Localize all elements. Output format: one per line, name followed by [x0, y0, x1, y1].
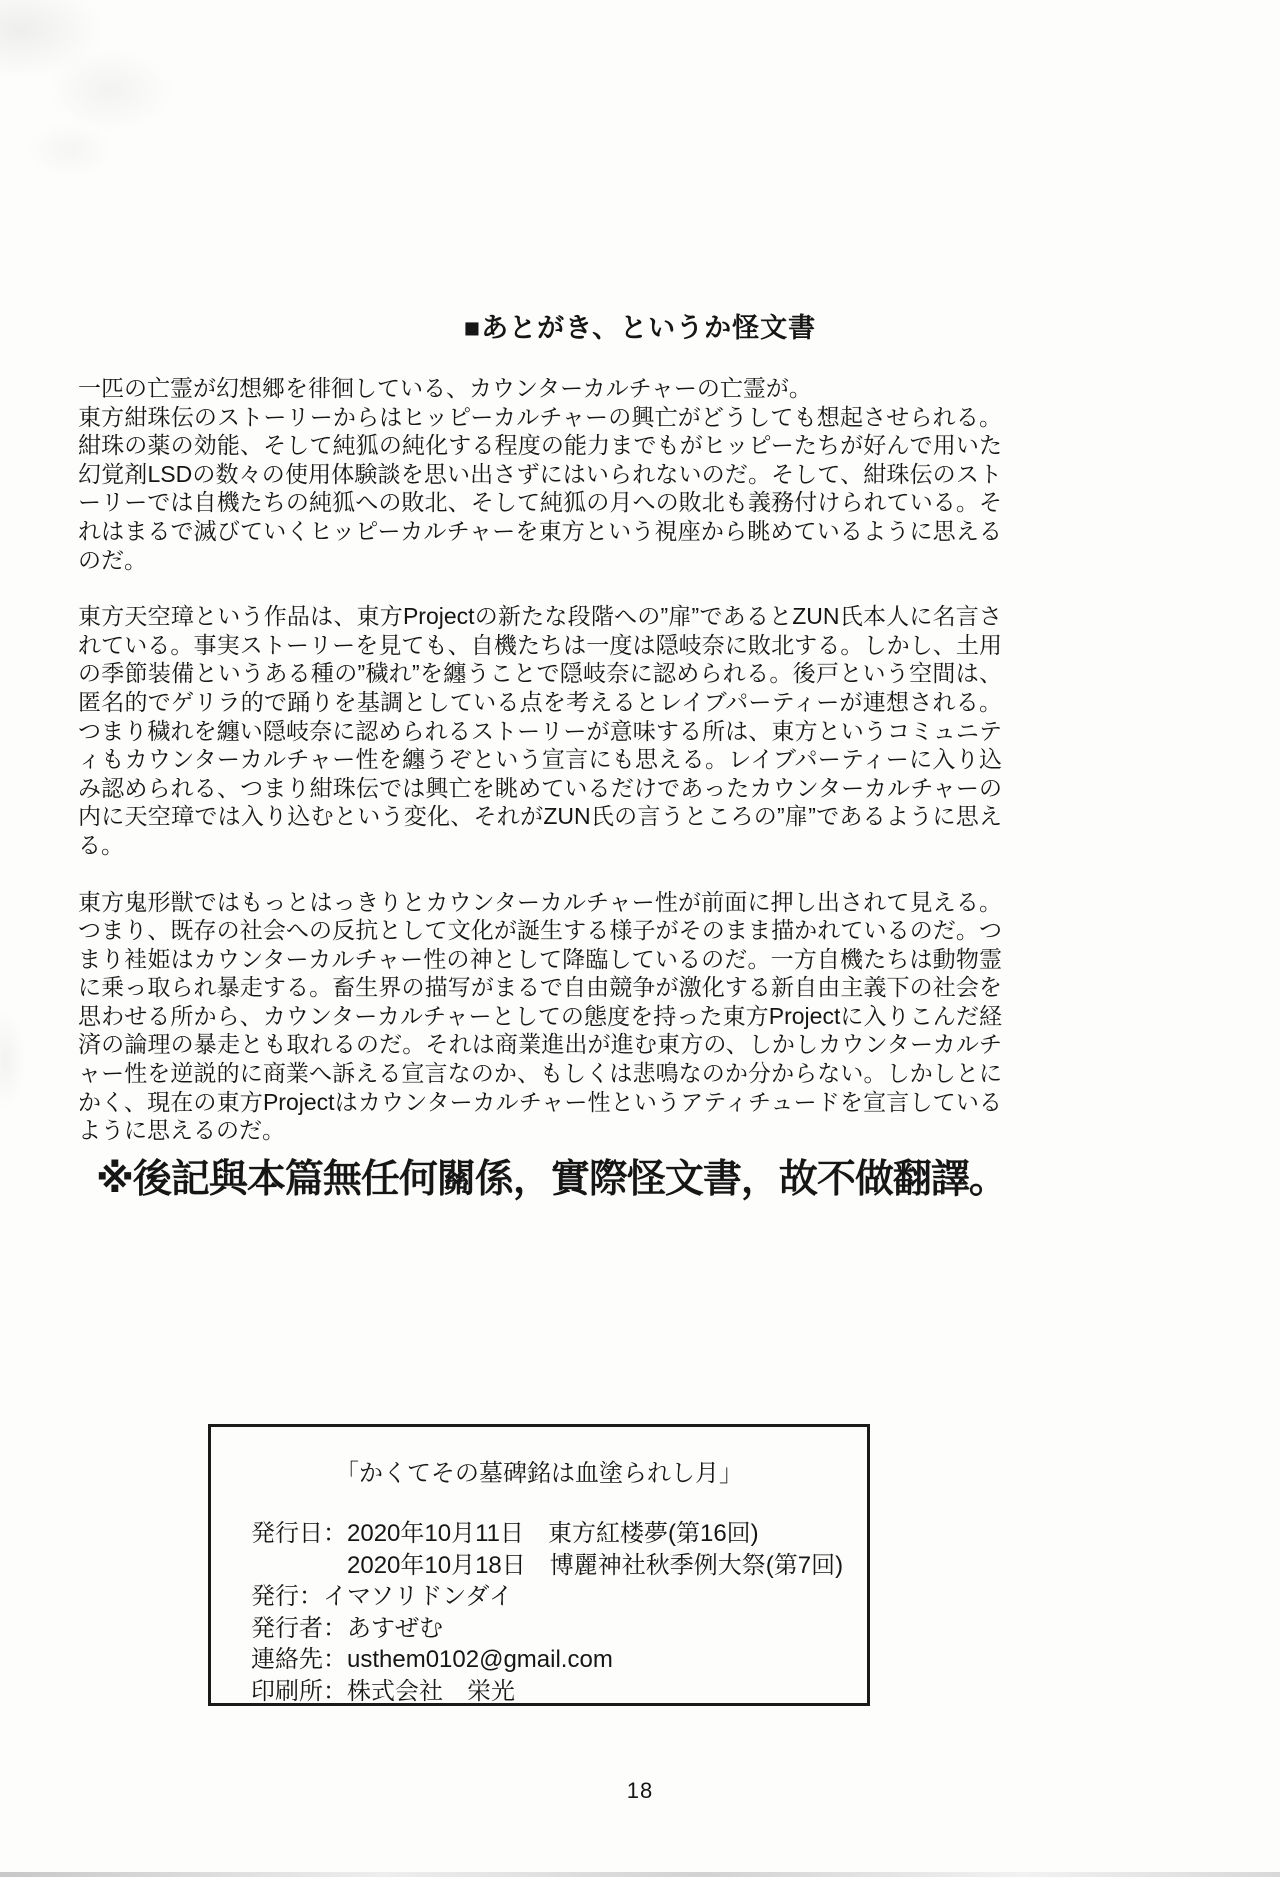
afterword-paragraph-3: 東方鬼形獣ではもっとはっきりとカウンターカルチャー性が前面に押し出されて見える。つまり、既存の社会への反抗として文化が誕生する様子がそのまま描かれているのだ。つまり袿姫はカウンターカルチャー性の神として降臨しているのだ。一方自機たちは動物霊に乗っ取られ暴走する。畜生界の描写がまるで自由競争が激化する新自由主義下の社会を思わせる所から、カウンターカルチャーとしての態度を持った東方Projectに入りこんだ経済の論理の暴走とも取れるのだ。それは商業進出が進む東方の、しかしカウンターカルチャー性を逆説的に商業へ訴える宣言なのか、もしくは悲鳴なのか分からない。しかしとにかく、現在の東方Projectはカウンターカルチャー性というアティチュードを宣言しているように思えるのだ。 — [78, 888, 1002, 1144]
colophon-book-title: 「かくてその墓碑銘は血塗られし月」 — [335, 1460, 743, 1487]
scan-edge-artifact — [0, 1872, 1280, 1877]
afterword-paragraph-1: 一匹の亡霊が幻想郷を徘徊している、カウンターカルチャーの亡霊が。 東方紺珠伝のストーリーからはヒッピーカルチャーの興亡がどうしても想起させられる。紺珠の薬の効能、そして純狐の純化する程度の能力までもがヒッピーたちが好んで用いた幻覚剤LSDの数々の使用体験談を思い出さずにはいられないのだ。そして、紺珠伝のストーリーでは自機たちの純狐への敗北、そして純狐の月への敗北も義務付けられている。それはまるで滅びていくヒッピーカルチャーを東方という視座から眺めているように思えるのだ。 — [78, 375, 1002, 573]
colophon-line-contact-email: 連絡先：usthem0102@gmail.com — [251, 1646, 613, 1673]
afterword-paragraph-2: 東方天空璋という作品は、東方Projectの新たな段階への”扉”であるとZUN氏本人に名言されている。事実ストーリーを見ても、自機たちは一度は隠岐奈に敗北する。しかし、土用の季節装備というある種の”穢れ”を纏うことで隠岐奈に認められる。後戸という空間は、匿名的でゲリラ的で踊りを基調としている点を考えるとレイブパーティーが連想される。つまり穢れを纏い隠岐奈に認められるストーリーが意味する所は、東方というコミュニティもカウンターカルチャー性を纏うぞという宣言にも思える。レイブパーティーに入り込み認められる、つまり紺珠伝では興亡を眺めているだけであったカウンターカルチャーの内に天空璋では入り込むという変化、それがZUN氏の言うところの”扉”であるように思える。 — [78, 603, 1002, 858]
colophon-box — [208, 1424, 870, 1706]
page-number: 18 — [626, 1778, 654, 1803]
colophon-line-publisher-circle: 発行：イマソリドンダイ — [251, 1583, 513, 1610]
colophon-line-printer: 印刷所：株式会社 栄光 — [251, 1677, 515, 1705]
afterword-body — [78, 374, 1002, 1173]
colophon-line-author: 発行者：あすぜむ — [251, 1614, 443, 1642]
afterword-heading: ■あとがき、というか怪文書 — [463, 313, 817, 343]
untranslated-note: ※後記與本篇無任何關係，實際怪文書，故不做翻譯。 — [96, 1158, 1007, 1201]
colophon-line-publish-date-1: 発行日：2020年10月11日 東方紅楼夢(第16回) — [251, 1520, 759, 1547]
colophon-line-publish-date-2: 2020年10月18日 博麗神社秋季例大祭(第7回) — [251, 1551, 844, 1579]
colophon-info — [251, 1518, 867, 1707]
scan-smudge-artifact — [0, 980, 50, 1140]
scan-smudge-artifact — [0, 0, 240, 190]
